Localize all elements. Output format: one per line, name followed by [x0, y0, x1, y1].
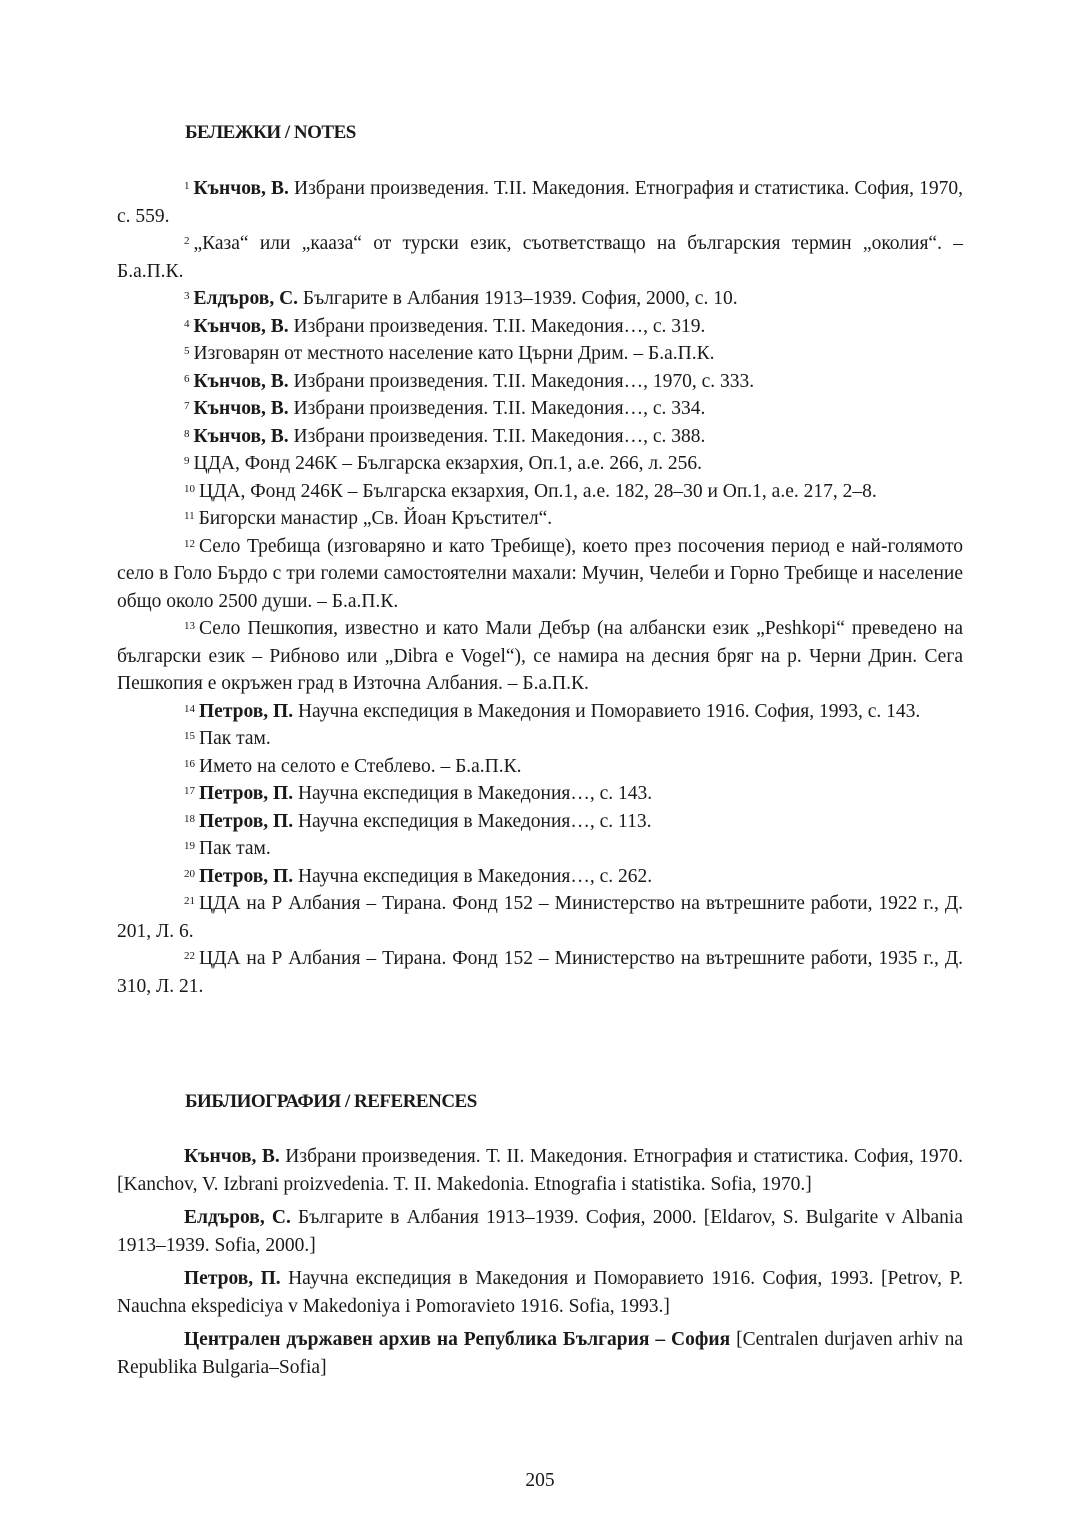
note-text: Пак там. [199, 728, 271, 749]
reference-item [117, 1204, 963, 1259]
note-item [117, 505, 963, 533]
note-number: 15 [184, 730, 195, 742]
note-item [117, 230, 963, 285]
note-item [117, 753, 963, 781]
note-item [117, 313, 963, 341]
reference-author: Елдъров, С. [184, 1207, 291, 1228]
note-text: Научна експедиция в Македония…, с. 262. [293, 865, 653, 887]
note-item [117, 780, 963, 808]
note-number: 5 [184, 345, 190, 357]
note-text: ЦДА на Р Албания – Тирана. Фонд 152 – Министерство на вътрешните работи, 1935 г., Д. 310, Л. 21. [117, 948, 963, 997]
note-text: Избрани произведения. Т.II. Македония. Етнография и статистика. София, 1970, с. 559. [117, 178, 963, 227]
note-author: Петров, П. [199, 700, 294, 722]
note-text: Избрани произведения. Т.II. Македония…, с. 388. [288, 425, 706, 447]
note-text: Избрани произведения. Т.II. Македония…, с. 334. [288, 398, 706, 419]
note-number: 6 [184, 372, 190, 385]
references-list [117, 1143, 963, 1381]
reference-author: Централен държавен архив на Република България – София [184, 1329, 731, 1350]
note-text: Научна експедиция в Македония…, с. 113. [293, 810, 652, 832]
note-text: ЦДА, Фонд 246К – Българска екзархия, Оп.1, а.е. 182, 28–30 и Оп.1, а.е. 217, 2–8. [199, 480, 877, 502]
note-author: Елдъров, С. [193, 288, 299, 309]
page-number: 205 [525, 1470, 555, 1491]
note-author: Кънчов, В. [193, 178, 289, 199]
note-text: Избрани произведения. Т.II. Македония…, с. 319. [288, 315, 706, 337]
note-item [117, 340, 963, 368]
note-item [117, 725, 963, 753]
note-item [117, 863, 963, 891]
note-item [117, 368, 963, 396]
note-item [117, 285, 963, 313]
note-number: 9 [184, 455, 190, 467]
note-number: 18 [184, 812, 195, 825]
note-number: 20 [184, 867, 195, 880]
reference-text: [Centralen durjaven arhiv na Republika Bulgaria–Sofia] [117, 1329, 963, 1378]
note-item [117, 450, 963, 478]
note-number: 21 [184, 895, 195, 907]
note-text: Научна експедиция в Македония…, с. 143. [293, 783, 653, 804]
note-text: Българите в Албания 1913–1939. София, 2000, с. 10. [298, 288, 738, 309]
reference-item [117, 1143, 963, 1198]
note-item [117, 478, 963, 506]
note-item [117, 615, 963, 698]
reference-item [117, 1265, 963, 1320]
note-number: 16 [184, 757, 195, 770]
note-number: 11 [184, 510, 195, 522]
note-text: Бигорски манастир „Св. Йоан Кръстител“. [198, 508, 553, 529]
note-item [117, 835, 963, 863]
note-number: 2 [184, 235, 190, 247]
references-heading: БИБЛИОГРАФИЯ / REFERENCES [185, 1091, 477, 1112]
note-item [117, 423, 963, 451]
note-author: Петров, П. [199, 810, 294, 832]
note-author: Петров, П. [199, 783, 294, 804]
note-author: Кънчов, В. [193, 315, 289, 337]
notes-list [117, 175, 963, 1000]
note-number: 22 [184, 950, 195, 962]
note-item [117, 890, 963, 945]
note-item [117, 808, 963, 836]
note-number: 17 [184, 785, 195, 797]
note-text: Изговарян от местното население като Църни Дрим. – Б.а.П.К. [193, 343, 715, 364]
note-text: „Каза“ или „кааза“ от турски език, съответстващо на българския термин „околия“. – Б.а.П.К. [117, 233, 963, 282]
note-text: ЦДА, Фонд 246К – Българска екзархия, Оп.1, а.е. 266, л. 256. [193, 453, 702, 474]
note-text: Пак там. [199, 838, 271, 859]
note-item [117, 533, 963, 616]
reference-author: Петров, П. [184, 1268, 281, 1289]
note-text: Избрани произведения. Т.II. Македония…, 1970, с. 333. [288, 370, 755, 392]
note-item [117, 698, 963, 726]
note-author: Кънчов, В. [193, 425, 289, 447]
note-number: 1 [184, 180, 190, 192]
notes-heading: БЕЛЕЖКИ / NOTES [185, 122, 356, 143]
note-text: Село Пешкопия, известно и като Мали Дебър (на албански език „Peshkopi“ преведено на български език – Рибново или „Dibra e Vogel“), се намира на десния бряг на р. Черни Дрин. Сега Пешкопия е окръжен град в Източна Албания. – Б.а.П.К. [117, 618, 963, 694]
note-item [117, 175, 963, 230]
note-number: 14 [184, 702, 195, 715]
note-number: 10 [184, 482, 195, 495]
note-number: 19 [184, 840, 195, 852]
reference-author: Кънчов, В. [184, 1146, 280, 1167]
note-author: Кънчов, В. [193, 398, 289, 419]
reference-item [117, 1326, 963, 1381]
note-number: 4 [184, 317, 190, 330]
reference-text: Българите в Албания 1913–1939. София, 2000. [Eldarov, S. Bulgarite v Albania 1913–1939. Sofia, 2000.] [117, 1207, 963, 1256]
note-text: Името на селото е Стеблево. – Б.а.П.К. [199, 755, 522, 777]
note-number: 13 [184, 620, 195, 632]
note-item [117, 395, 963, 423]
note-number: 7 [184, 400, 190, 412]
note-number: 3 [184, 290, 190, 302]
note-item [117, 945, 963, 1000]
reference-text: Избрани произведения. Т. II. Македония. Етнография и статистика. София, 1970. [Kanchov, V. Izbrani proizvedenia. T. II. Makedonia. Etnografia i statistika. Sofia, 1970.] [117, 1146, 963, 1195]
reference-text: Научна експедиция в Македония и Поморавието 1916. София, 1993. [Petrov, P. Nauchna ekspediciya v Makedoniya i Pomoravieto 1916. Sofia, 1993.] [117, 1268, 963, 1317]
note-number: 12 [184, 537, 195, 550]
note-text: Село Требища (изговаряно и като Требище), което през посочения период е най-голямото село в Голо Бърдо с три големи самостоятелни махали: Мучин, Челеби и Горно Требище и население общо около 2500 души. – Б.а.П.К. [117, 535, 963, 612]
note-text: Научна експедиция в Македония и Поморавието 1916. София, 1993, с. 143. [293, 700, 921, 722]
note-author: Кънчов, В. [193, 370, 289, 392]
note-number: 8 [184, 427, 190, 440]
note-author: Петров, П. [199, 865, 294, 887]
note-text: ЦДА на Р Албания – Тирана. Фонд 152 – Министерство на вътрешните работи, 1922 г., Д. 201, Л. 6. [117, 893, 963, 942]
